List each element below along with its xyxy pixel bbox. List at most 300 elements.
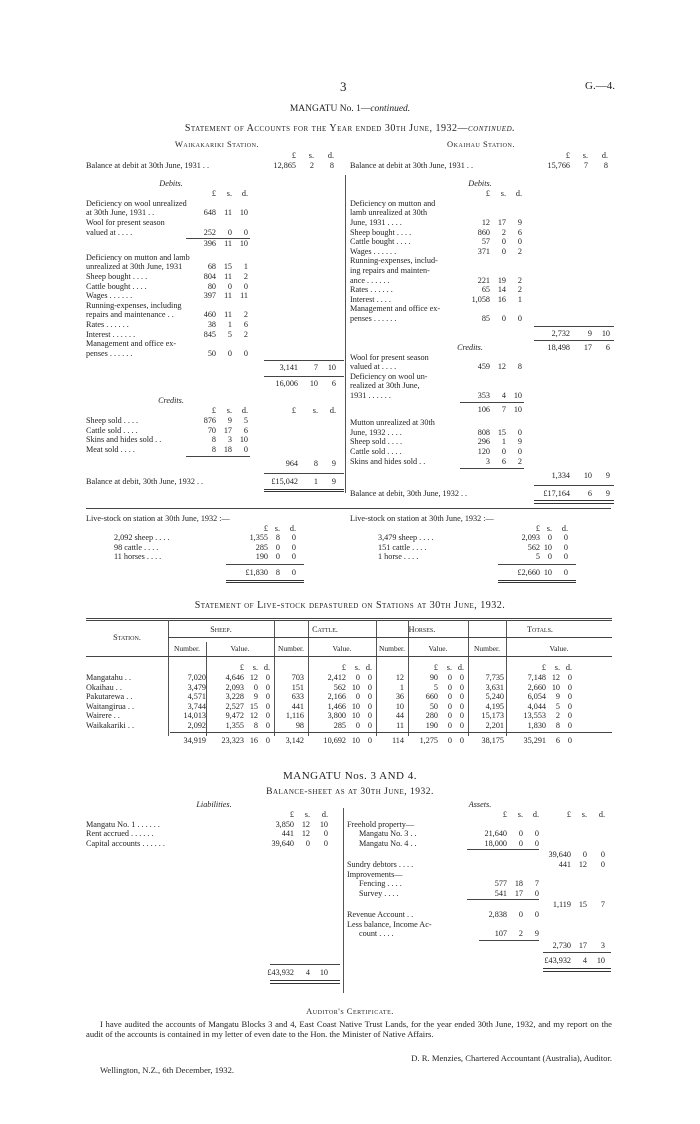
number-cell: 633 xyxy=(291,692,304,702)
row-label: 11 horses . . . . xyxy=(114,552,162,562)
amount: 0 xyxy=(600,850,605,860)
number-cell: 703 xyxy=(291,673,304,682)
pounds: 80 xyxy=(207,281,216,291)
number-cell: 441 xyxy=(291,701,304,711)
value-cell: 1,830 xyxy=(527,721,546,730)
value-cell: 562 xyxy=(333,682,346,692)
value-cell: 0 xyxy=(447,692,452,702)
separator-rule xyxy=(86,508,611,509)
pounds: 68 xyxy=(207,262,216,272)
credit-row xyxy=(86,426,348,436)
row-label: ance . . . . . . xyxy=(350,275,390,285)
shillings: 0 xyxy=(275,542,280,552)
lsd-label: £ xyxy=(239,663,244,672)
row-label: 1 horse . . . . xyxy=(378,552,419,562)
amount: 15 xyxy=(578,900,587,910)
pence: 0 xyxy=(563,542,568,552)
waikakariki-closing-balance: Balance at debit, 30th June, 1932 . . £15,042 1 9 xyxy=(86,477,336,487)
value-cell: 0 xyxy=(265,711,270,721)
pounds: 804 xyxy=(203,271,216,281)
pence: 2 xyxy=(517,456,522,466)
row-label: Rates . . . . . . xyxy=(86,319,129,329)
row-label: Wages . . . . . . xyxy=(350,246,397,256)
pence: 0 xyxy=(517,447,522,457)
okaihau-credits-total: 1,334 10 9 xyxy=(551,471,610,481)
row-label: Interest . . . . xyxy=(350,294,391,304)
lsd-label: s. xyxy=(252,663,258,672)
shillings: 15 xyxy=(497,427,506,437)
amount: 107 xyxy=(494,929,507,939)
value-cell: 12 xyxy=(249,711,258,721)
sub-header: Value. xyxy=(428,644,448,653)
debit-row xyxy=(86,262,348,272)
station-name: Mangatahu . . xyxy=(86,673,132,682)
number-cell: 4,195 xyxy=(485,701,504,711)
value-cell: 10 xyxy=(551,682,560,692)
row-label: Skins and hides sold . . xyxy=(86,435,162,445)
pounds: 860 xyxy=(477,227,490,237)
value-cell: 5 xyxy=(433,682,438,692)
debit-row xyxy=(350,228,612,238)
value-cell: 0 xyxy=(567,692,572,702)
row-label: 98 cattle . . . . xyxy=(114,542,159,552)
amount: 39,640 xyxy=(548,850,571,860)
pence: 0 xyxy=(517,427,522,437)
shillings: 10 xyxy=(543,542,552,552)
value-cell: 0 xyxy=(355,673,360,682)
debit-row xyxy=(86,310,348,320)
value-cell: 4,646 xyxy=(225,673,244,682)
station-name: Waitangirua . . xyxy=(86,701,134,711)
shillings: 3 xyxy=(227,435,232,445)
pence: 0 xyxy=(323,838,328,848)
value-cell: 8 xyxy=(253,721,258,730)
pounds: 296 xyxy=(477,437,490,447)
number-cell: 3,479 xyxy=(187,682,206,692)
row-label: Sundry debtors . . . . xyxy=(347,859,414,869)
row-label: Running-expenses, includ- xyxy=(350,256,438,266)
okaihau-livestock-title: Live-stock on station at 30th June, 1932 :— xyxy=(350,514,494,523)
value-cell: 3,228 xyxy=(225,692,244,702)
total-value: 1,275 xyxy=(419,736,438,745)
number-cell: 15,173 xyxy=(481,711,504,721)
pence: 0 xyxy=(243,227,248,237)
total-number: 34,919 xyxy=(183,736,206,745)
sub-header: Value. xyxy=(549,644,569,653)
livestock-row xyxy=(86,552,346,562)
row-label: Fencing . . . . xyxy=(359,879,402,889)
total-value: 23,323 xyxy=(221,736,244,745)
total-value: 6 xyxy=(555,736,560,745)
shillings: 11 xyxy=(224,310,232,320)
number-cell: 2,201 xyxy=(485,721,504,730)
shillings: 14 xyxy=(497,285,506,295)
shillings: 0 xyxy=(501,447,506,457)
credit-row xyxy=(350,418,612,428)
okaihau-debits-total: 2,732 9 10 xyxy=(551,328,610,338)
debit-row xyxy=(350,314,612,324)
pounds: 441 xyxy=(281,829,294,839)
lsd-label: s. xyxy=(446,663,452,672)
pounds: 3 xyxy=(485,456,490,466)
debit-row xyxy=(86,330,348,340)
debit-row xyxy=(350,266,612,276)
shillings: 11 xyxy=(224,271,232,281)
number-cell: 2,092 xyxy=(187,721,206,730)
shillings: 0 xyxy=(227,227,232,237)
amount: 18,000 xyxy=(484,838,507,848)
shillings: 9 xyxy=(227,416,232,426)
number-cell: 12 xyxy=(395,673,404,682)
row-label: Mutton unrealized at 30th xyxy=(350,418,435,428)
value-cell: 0 xyxy=(567,721,572,730)
value-cell: 2,093 xyxy=(225,682,244,692)
amount: 441 xyxy=(558,859,571,869)
row-label: penses . . . . . . xyxy=(86,348,133,358)
lsd-label: d. xyxy=(457,663,464,672)
asset-row xyxy=(347,941,613,951)
nos34-title: MANGATU Nos. 3 AND 4. xyxy=(283,770,417,782)
value-cell: 0 xyxy=(265,692,270,702)
total-value: 0 xyxy=(459,736,464,745)
row-label: June, 1932 . . . . xyxy=(350,427,402,437)
liability-row xyxy=(86,839,342,849)
value-cell: 8 xyxy=(555,721,560,730)
credit-row xyxy=(350,372,612,382)
value-cell: 0 xyxy=(447,721,452,730)
value-cell: 0 xyxy=(459,673,464,682)
pence: 0 xyxy=(323,829,328,839)
credit-row xyxy=(350,437,612,447)
page-number: 3 xyxy=(340,79,347,94)
total-number: 114 xyxy=(392,736,404,745)
debit-row xyxy=(350,208,612,218)
pence: 10 xyxy=(319,819,328,829)
value-cell: 285 xyxy=(333,721,346,730)
debit-row xyxy=(350,276,612,286)
value-cell: 0 xyxy=(459,682,464,692)
shillings: 18 xyxy=(223,444,232,454)
lsd-label: d. xyxy=(565,663,572,672)
value-cell: 90 xyxy=(429,673,438,682)
debit-row xyxy=(86,339,348,349)
amount: 0 xyxy=(518,829,523,839)
pence: 10 xyxy=(239,208,248,218)
lsd-label: £ xyxy=(341,663,346,672)
shillings: 0 xyxy=(275,552,280,562)
number-cell: 7,735 xyxy=(485,673,504,682)
value-cell: 280 xyxy=(425,711,438,721)
row-label: realized at 30th June, xyxy=(350,381,420,391)
pence: 9 xyxy=(517,217,522,227)
shillings: 1 xyxy=(501,437,506,447)
row-label: Meat sold . . . . xyxy=(86,444,135,454)
sub-header: Number. xyxy=(378,644,406,653)
number-cell: 7,020 xyxy=(187,673,206,682)
amount: 0 xyxy=(534,838,539,848)
pence: 2 xyxy=(517,285,522,295)
value-cell: 13,553 xyxy=(523,711,546,721)
row-label: Wages . . . . . . xyxy=(86,291,133,301)
row-label: unrealized at 30th June, 1931 xyxy=(86,262,183,272)
number-cell: 1,116 xyxy=(285,711,304,721)
value-cell: 0 xyxy=(567,673,572,682)
depastured-title: Statement of Live-stock depastured on Stations at 30th June, 1932. xyxy=(194,600,506,611)
amount: 3 xyxy=(600,940,605,950)
value-cell: 0 xyxy=(355,692,360,702)
pence: 2 xyxy=(517,275,522,285)
pence: 8 xyxy=(517,362,522,372)
amount: 9 xyxy=(534,929,539,939)
statement-title-cont: continued. xyxy=(467,123,516,134)
pence: 2 xyxy=(517,246,522,256)
lsd-label: d. xyxy=(263,663,270,672)
asset-row xyxy=(347,920,613,930)
statement-title xyxy=(0,123,700,134)
row-label: at 30th June, 1931 . . xyxy=(86,208,155,218)
pounds: 85 xyxy=(481,313,490,323)
liability-row xyxy=(86,820,342,830)
row-label: ing repairs and mainten- xyxy=(350,265,430,275)
value-cell: 50 xyxy=(429,701,438,711)
pounds: 65 xyxy=(481,285,490,295)
station-name: Wairere . . xyxy=(86,711,120,721)
amount: 0 xyxy=(534,909,539,919)
section-title-cont: continued. xyxy=(370,104,411,114)
lsd-header: £ s. d. xyxy=(291,151,334,160)
row-label: Revenue Account . . xyxy=(347,909,414,919)
livestock-row xyxy=(350,533,610,543)
pence: 6 xyxy=(243,425,248,435)
asset-row xyxy=(347,879,613,889)
row-label: Cattle bought . . . . xyxy=(86,281,147,291)
value-cell: 0 xyxy=(367,721,372,730)
shillings: 5 xyxy=(227,329,232,339)
debit-row xyxy=(86,291,348,301)
auditor-title: Auditor's Certificate. xyxy=(306,1006,394,1016)
pounds: 38 xyxy=(207,319,216,329)
debit-row xyxy=(350,199,612,209)
value-cell: 0 xyxy=(459,721,464,730)
pounds: 397 xyxy=(203,291,216,301)
asset-row xyxy=(347,870,613,880)
value-cell: 0 xyxy=(265,673,270,682)
value-cell: 12 xyxy=(551,673,560,682)
value-cell: 5 xyxy=(555,701,560,711)
pounds: 190 xyxy=(255,552,268,562)
pence: 0 xyxy=(563,552,568,562)
value-cell: 12 xyxy=(249,673,258,682)
row-label: Survey . . . . xyxy=(359,888,399,898)
value-cell: 6,054 xyxy=(527,692,546,702)
number-cell: 3,744 xyxy=(187,701,206,711)
credit-row xyxy=(350,457,612,467)
value-cell: 0 xyxy=(265,682,270,692)
amount: 17 xyxy=(578,940,587,950)
number-cell: 11 xyxy=(396,721,404,730)
total-value: 10 xyxy=(351,736,360,745)
shillings: 4 xyxy=(501,391,506,401)
lsd-label: £ xyxy=(541,663,546,672)
lsd-label: d. xyxy=(365,663,372,672)
amount: 17 xyxy=(514,888,523,898)
row-label: Mangatu No. 1 . . . . . . xyxy=(86,819,160,829)
row-label: 2,092 sheep . . . . xyxy=(114,533,170,543)
debit-row xyxy=(86,253,348,263)
pence: 0 xyxy=(563,533,568,543)
pence: 1 xyxy=(243,262,248,272)
statement-title-main: Statement of Accounts for the Year ended 30th June, 1932— xyxy=(184,123,468,134)
shillings: 0 xyxy=(227,281,232,291)
liabilities-total: £43,932 4 10 xyxy=(267,968,328,978)
pounds: 50 xyxy=(207,348,216,358)
station-header: Station. xyxy=(113,633,141,642)
okaihau-closing-balance: Balance at debit, 30th June, 1932 . . £17,164 6 9 xyxy=(350,488,610,498)
value-cell: 0 xyxy=(367,692,372,702)
liabilities-title: Liabilities. xyxy=(196,800,232,809)
debit-row xyxy=(350,295,612,305)
pence: 11 xyxy=(240,291,248,301)
shillings: 16 xyxy=(497,294,506,304)
waikakariki-running-total: 16,006 10 6 xyxy=(275,378,336,388)
livestock-row xyxy=(350,543,610,553)
shillings: 0 xyxy=(501,246,506,256)
row-label: Rates . . . . . . xyxy=(350,285,393,295)
amount: 0 xyxy=(518,909,523,919)
pence: 10 xyxy=(513,391,522,401)
pence: 2 xyxy=(243,329,248,339)
group-header: Cattle. xyxy=(312,625,338,634)
lsd-label: s. xyxy=(354,663,360,672)
asset-row xyxy=(347,889,613,899)
pounds: 2,093 xyxy=(521,533,540,543)
shillings: 17 xyxy=(497,217,506,227)
number-cell: 4,571 xyxy=(187,692,206,702)
asset-row xyxy=(347,850,613,860)
debit-row xyxy=(350,237,612,247)
shillings: 17 xyxy=(223,425,232,435)
pounds: 1,058 xyxy=(471,294,490,304)
value-cell: 3,800 xyxy=(327,711,346,721)
pence: 0 xyxy=(291,542,296,552)
value-cell: 190 xyxy=(425,721,438,730)
total-value: 35,291 xyxy=(523,736,546,745)
lsd-label: s. xyxy=(554,663,560,672)
shillings: 1 xyxy=(227,319,232,329)
nos34-liabilities: Liabilities. £ s. d. Mangatu No. 1 . . . . . . 3,850 12 10 Rent accrued . . . . . . 441 12 0 Capital accounts . . . . . . 39,640 0 0 £43,932 4 10 xyxy=(86,800,342,984)
credit-row xyxy=(350,428,612,438)
row-label: Rent accrued . . . . . . xyxy=(86,829,154,839)
row-label: penses . . . . . . xyxy=(350,313,397,323)
row-label: Sheep bought . . . . xyxy=(86,271,148,281)
okaihau-livestock-total: £2,660 10 0 xyxy=(517,567,568,577)
row-label: Sheep sold . . . . xyxy=(86,416,139,426)
livestock-row xyxy=(350,552,610,562)
asset-row xyxy=(347,860,613,870)
total-value: 16 xyxy=(249,736,258,745)
sub-header: Number. xyxy=(173,644,201,653)
okaihau-opening-balance: Balance at debit at 30th June, 1931 . . 15,766 7 8 xyxy=(350,160,608,170)
value-cell: 10 xyxy=(351,682,360,692)
amount: 0 xyxy=(600,859,605,869)
pence: 2 xyxy=(243,310,248,320)
livestock-row xyxy=(86,543,346,553)
value-cell: 0 xyxy=(447,682,452,692)
pence: 2 xyxy=(243,271,248,281)
amount: 0 xyxy=(582,850,587,860)
asset-row xyxy=(347,910,613,920)
number-cell: 36 xyxy=(395,692,404,702)
pounds: 562 xyxy=(527,542,540,552)
credit-row xyxy=(350,391,612,401)
total-rule xyxy=(170,732,612,733)
row-label: Sheep sold . . . . xyxy=(350,437,403,447)
shillings: 0 xyxy=(501,237,506,247)
value-cell: 0 xyxy=(265,701,270,711)
station-name: Waikakariki . . xyxy=(86,721,134,730)
shillings: 11 xyxy=(224,291,232,301)
value-cell: 0 xyxy=(567,682,572,692)
amount: 18 xyxy=(514,879,523,889)
amount: 577 xyxy=(494,879,507,889)
value-cell: 0 xyxy=(447,673,452,682)
pounds: 459 xyxy=(477,362,490,372)
row-label: valued at . . . . xyxy=(86,227,133,237)
credit-row xyxy=(350,381,612,391)
value-cell: 660 xyxy=(425,692,438,702)
pounds: 808 xyxy=(477,427,490,437)
waikakariki-livestock-title: Live-stock on station at 30th June, 1932 :— xyxy=(86,514,230,523)
debit-row xyxy=(86,320,348,330)
pence: 0 xyxy=(243,281,248,291)
value-cell: 0 xyxy=(459,701,464,711)
row-label: Sheep bought . . . . xyxy=(350,227,412,237)
credit-row xyxy=(86,435,348,445)
credit-row xyxy=(350,362,612,372)
amount: 1,119 xyxy=(552,900,571,910)
debit-row xyxy=(86,349,348,359)
shillings: 12 xyxy=(301,819,310,829)
pence: 6 xyxy=(243,319,248,329)
amount: 7 xyxy=(534,879,539,889)
debit-row xyxy=(350,304,612,314)
number-cell: 10 xyxy=(395,701,404,711)
row-label: Deficiency on wool un- xyxy=(350,371,428,381)
debit-row xyxy=(86,199,348,209)
waikakariki-debits-title: Debits. xyxy=(159,179,183,189)
row-label: 3,479 sheep . . . . xyxy=(378,533,434,543)
pounds: 460 xyxy=(203,310,216,320)
shillings: 2 xyxy=(501,227,506,237)
amount: 7 xyxy=(600,900,605,910)
okaihau-credits-title: Credits. xyxy=(457,343,483,353)
debit-row xyxy=(86,272,348,282)
value-cell: 15 xyxy=(249,701,258,711)
total-value: 0 xyxy=(367,736,372,745)
value-cell: 0 xyxy=(459,711,464,721)
total-number: 3,142 xyxy=(285,736,304,745)
assets-total: £43,932 4 10 xyxy=(544,956,605,966)
asset-row xyxy=(347,900,613,910)
pounds: 1,355 xyxy=(249,533,268,543)
asset-row xyxy=(347,829,613,839)
pounds: 57 xyxy=(481,237,490,247)
okaihau-debits-title: Debits. xyxy=(468,179,492,189)
okaihau-credits-subtotal: 106 7 10 xyxy=(477,404,522,414)
value-cell: 0 xyxy=(367,682,372,692)
debit-row xyxy=(350,247,612,257)
amount: 0 xyxy=(518,838,523,848)
